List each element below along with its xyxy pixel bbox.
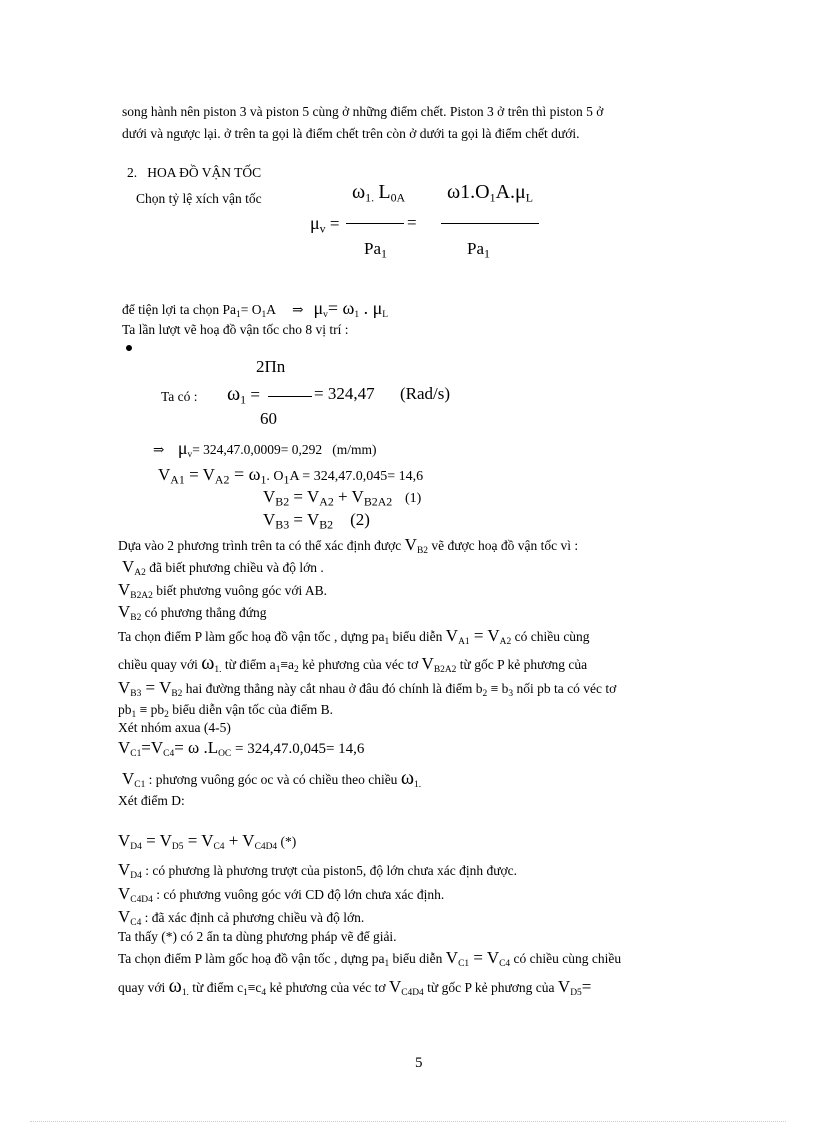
scale-den1: $Pa_1$ <box>364 239 387 261</box>
equation-1: $V_{B2} = V_{A2} + V_{B2A2}$ (1) <box>263 487 422 509</box>
based-line: Dựa vào 2 phương trình trên ta có thể xác định được $V_{B2}$ vẽ được hoạ đồ vận tốc vì : <box>118 535 579 556</box>
choose-line-3: $V_{B3} = V_{B2}$ hai đường thẳng này cắt nhau ở đâu đó chính là điểm $b_2 \equiv b_3$ nối pb ta có véc tơ <box>118 678 617 699</box>
scale-fraction-bar-1 <box>346 223 404 224</box>
choose-line-4: $pb_1 \equiv pb_2$ biểu diễn vận tốc của điểm B. <box>118 702 334 720</box>
omega-fraction-bar <box>268 396 312 397</box>
scale-eq2: = <box>407 213 417 232</box>
see-line: Ta thấy (*) có 2 ẩn ta dùng phương pháp vẽ để giải. <box>118 929 397 944</box>
known-2: $V_{B2A2}$ biết phương vuông góc với AB. <box>118 580 328 601</box>
scale-label: Chọn tỷ lệ xích vận tốc <box>136 191 262 206</box>
choose-line-5: Ta chọn điểm P làm gốc hoạ đồ vận tốc , dựng $pa_1$ biểu diễn $V_{C1} = V_{C4}$ có chiều cùng chiều <box>118 948 622 969</box>
section-number: 2. <box>127 165 138 180</box>
intro-line-2: dưới và ngược lại. ở trên ta gọi là điểm chết trên còn ở dưới ta gọi là điểm chết dưới. <box>122 126 580 141</box>
page-bottom-border <box>30 1121 786 1122</box>
scale-num2: $\omega 1.O_1A.\mu_L$ <box>447 181 534 205</box>
desc-vc4: $V_{C4}$ : đã xác định cả phương chiều và độ lớn. <box>118 907 365 928</box>
omega-result: = 324,47 <box>314 384 375 403</box>
va-line: $V_{A1} = V_{A2} = \omega_1$. $O_1A = 324,47.0,045= 14,6$ <box>158 464 424 487</box>
draw-intro: Ta lần lượt vẽ hoạ đồ vận tốc cho 8 vị trí : <box>122 322 349 337</box>
convenience-line: để tiện lợi ta chọn $Pa_1= O_1A$ ⇒ $\mu_v= \omega_1$ . $\mu_L$ <box>122 298 389 320</box>
equation-2: $V_{B3} = V_{B2}$ (2) <box>263 510 370 532</box>
point-d: Xét điểm D: <box>118 793 185 808</box>
known-1: $V_{A2}$ đã biết phương chiều và độ lớn . <box>122 557 324 578</box>
mu-value-line: ⇒ $\mu_v= 324,47.0,0009= 0,292$ (m/mm) <box>153 438 377 460</box>
omega-unit: (Rad/s) <box>400 384 451 403</box>
scale-num1: $\omega_{1.}$ $L_{0A}$ <box>352 181 406 205</box>
known-3: $V_{B2}$ có phương thẳng đứng <box>118 602 267 623</box>
omega-prefix: Ta có : <box>161 389 198 404</box>
scale-den2: $Pa_1$ <box>467 239 490 261</box>
omega-lhs: $\omega_1$ = <box>227 383 260 407</box>
choose-line-1: Ta chọn điểm P làm gốc hoạ đồ vận tốc , dựng $pa_1$ biểu diễn $V_{A1} = V_{A2}$ có chiều cùng <box>118 626 590 647</box>
choose-line-2: chiều quay với $\omega_{1.}$ từ điểm $a_1\equiv a_2$ kẻ phương của véc tơ $V_{B2A2}$ từ gốc P kẻ phương của <box>118 652 588 675</box>
vc-line: $V_{C1}=V_{C4}= \omega$ $.L_{OC} = 324,47.0,045= 14,6$ <box>118 738 365 759</box>
omega-numerator: 2Πn <box>256 357 286 376</box>
omega-denominator: 60 <box>260 409 277 428</box>
choose-line-6: quay với $\omega_{1.}$ từ điểm $c_1\equiv c_4$ kẻ phương của véc tơ $V_{C4D4}$ từ gốc P kẻ phương của $V_{D5}=$ <box>118 975 592 998</box>
group-title: Xét nhóm axua (4-5) <box>118 720 231 735</box>
vc1-desc: $V_{C1}$ : phương vuông góc oc và có chiều theo chiều $\omega_{1.}$ <box>122 767 422 790</box>
intro-line-1: song hành nên piston 3 và piston 5 cùng ở những điểm chết. Piston 3 ở trên thì piston 5 ở <box>122 104 604 119</box>
page-number: 5 <box>415 1055 423 1071</box>
scale-lhs: $\mu_v$ = <box>310 213 340 236</box>
bullet-dot <box>126 345 132 351</box>
section-heading <box>127 165 261 181</box>
implies-arrow: ⇒ <box>292 302 304 317</box>
section-title: HOA ĐỒ VẬN TỐC <box>147 165 262 180</box>
vd-equation: $V_{D4} = V_{D5} = V_{C4} + V_{C4D4}$ (*) <box>118 831 297 852</box>
scale-fraction-bar-2 <box>441 223 539 224</box>
desc-vc4d4: $V_{C4D4}$ : có phương vuông góc với CD độ lớn chưa xác định. <box>118 884 445 905</box>
desc-vd4: $V_{D4}$ : có phương là phương trượt của piston5, độ lớn chưa xác định được. <box>118 860 518 881</box>
